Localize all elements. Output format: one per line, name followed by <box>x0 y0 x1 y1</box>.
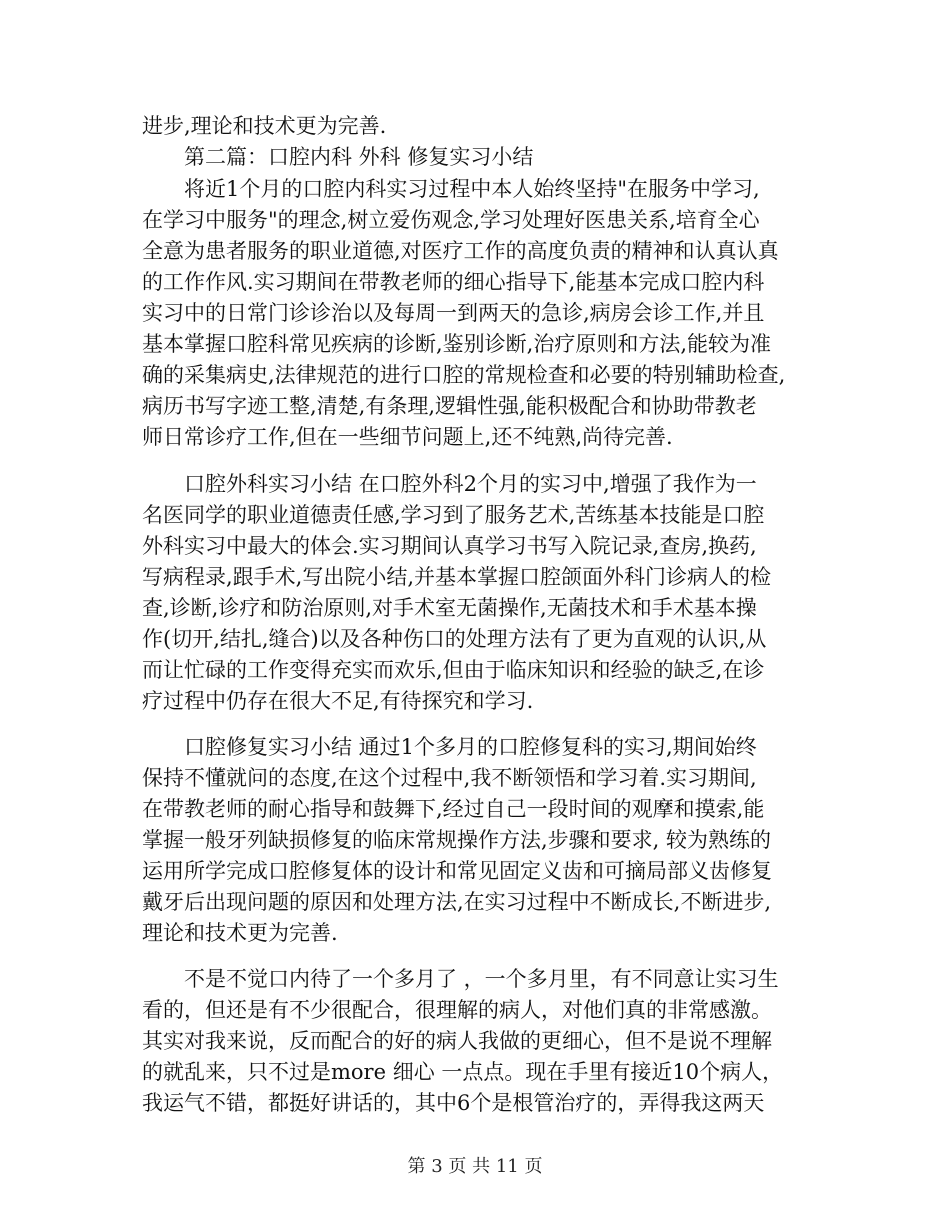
text-line: 基本掌握口腔科常见疾病的诊断,鉴别诊断,治疗原则和方法,能较为准 <box>142 332 772 356</box>
text-line: 掌握一般牙列缺损修复的临床常规操作方法,步骤和要求, 较为熟练的 <box>142 828 772 852</box>
section-heading: 第二篇：口腔内科 外科 修复实习小结 <box>184 145 534 169</box>
text-line: 师日常诊疗工作,但在一些细节问题上,还不纯熟,尚待完善. <box>142 425 673 449</box>
text-line: 理论和技术更为完善. <box>142 921 338 945</box>
text-line: 保持不懂就问的态度,在这个过程中,我不断领悟和学习着.实习期间, <box>142 766 757 790</box>
text-line: 我运气不错，都挺好讲话的，其中6个是根管治疗的，弄得我这两天 <box>142 1091 765 1115</box>
text-line: 全意为患者服务的职业道德,对医疗工作的高度负责的精神和认真认真 <box>142 239 779 263</box>
page-footer: 第 3 页 共 11 页 <box>407 1156 543 1177</box>
text-line: 运用所学完成口腔修复体的设计和常见固定义齿和可摘局部义齿修复 <box>142 859 772 883</box>
text-line: 进步,理论和技术更为完善. <box>142 114 387 138</box>
text-line: 不是不觉口内待了一个多月了 ，一个多月里，有不同意让实习生 <box>184 967 779 991</box>
text-line: 外科实习中最大的体会.实习期间认真学习书写入院记录,查房,换药, <box>142 534 757 558</box>
text-line: 作(切开,结扎,缝合)以及各种伤口的处理方法有了更为直观的认识,从 <box>142 627 767 651</box>
text-line: 写病程录,跟手术,写出院小结,并基本掌握口腔颌面外科门诊病人的检 <box>142 565 772 589</box>
text-line: 戴牙后出现问题的原因和处理方法,在实习过程中不断成长,不断进步, <box>142 890 772 914</box>
text-line: 的就乱来，只不过是more 细心 一点点。现在手里有接近10个病人， <box>142 1060 784 1084</box>
text-line: 实习中的日常门诊诊治以及每周一到两天的急诊,病房会诊工作,并且 <box>142 301 765 325</box>
text-line: 其实对我来说，反而配合的好的病人我做的更细心，但不是说不理解 <box>142 1029 772 1053</box>
text-line: 在带教老师的耐心指导和鼓舞下,经过自己一段时间的观摩和摸索,能 <box>142 797 765 821</box>
text-line: 疗过程中仍存在很大不足,有待探究和学习. <box>142 689 534 713</box>
text-line: 看的，但还是有不少很配合，很理解的病人，对他们真的非常感激。 <box>142 998 772 1022</box>
text-line: 在学习中服务"的理念,树立爱伤观念,学习处理好医患关系,培育全心 <box>142 208 760 232</box>
text-line: 的工作作风.实习期间在带教老师的细心指导下,能基本完成口腔内科 <box>142 270 765 294</box>
text-line: 确的采集病史,法律规范的进行口腔的常规检查和必要的特别辅助检查, <box>142 363 786 387</box>
text-line: 口腔外科实习小结 在口腔外科2个月的实习中,增强了我作为一 <box>184 472 757 496</box>
text-line: 将近1个月的口腔内科实习过程中本人始终坚持"在服务中学习, <box>184 177 760 201</box>
text-line: 查,诊断,诊疗和防治原则,对手术室无菌操作,无菌技术和手术基本操 <box>142 596 757 620</box>
text-line: 病历书写字迹工整,清楚,有条理,逻辑性强,能积极配合和协助带教老 <box>142 394 757 418</box>
text-line: 而让忙碌的工作变得充实而欢乐,但由于临床知识和经验的缺乏,在诊 <box>142 658 765 682</box>
text-line: 名医同学的职业道德责任感,学习到了服务艺术,苦练基本技能是口腔 <box>142 503 765 527</box>
text-line: 口腔修复实习小结 通过1个多月的口腔修复科的实习,期间始终 <box>184 735 757 759</box>
